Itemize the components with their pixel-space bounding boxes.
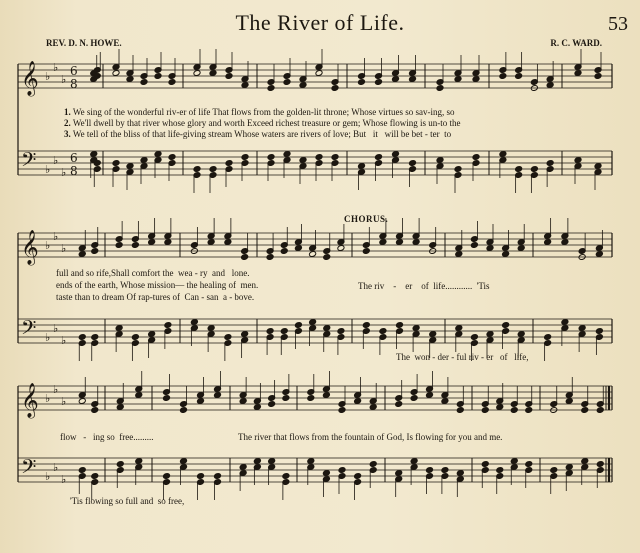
note-head — [116, 404, 124, 411]
note-head — [337, 328, 345, 335]
note-head — [140, 79, 148, 86]
verse-number: 1. — [64, 107, 71, 117]
flat-icon: ♭ — [45, 470, 51, 483]
note-head — [565, 398, 573, 405]
note-head — [154, 73, 162, 80]
note-head — [239, 398, 247, 405]
flat-icon: ♭ — [53, 322, 59, 335]
note-head — [441, 467, 449, 474]
note-head — [180, 407, 188, 414]
note-head — [180, 458, 188, 465]
flat-icon: ♭ — [61, 395, 67, 408]
note-head — [426, 467, 434, 474]
note-head — [454, 166, 462, 173]
note-head — [239, 464, 247, 471]
note-head — [472, 76, 480, 83]
bass-clef-icon: 𝄢 — [21, 455, 37, 483]
note-head — [379, 239, 387, 246]
flat-icon: ♭ — [45, 239, 51, 252]
note-head — [253, 458, 261, 465]
note-head — [496, 404, 504, 411]
note-head — [410, 395, 418, 402]
note-head — [362, 322, 370, 329]
note-head — [481, 461, 489, 468]
note-head — [358, 163, 366, 170]
note-head — [168, 79, 176, 86]
note-head — [266, 328, 274, 335]
note-head — [395, 401, 403, 408]
note-head — [164, 239, 172, 246]
treble-clef-icon: 𝄞 — [21, 61, 39, 96]
note-head — [392, 76, 400, 83]
treble-clef-icon: 𝄞 — [21, 383, 39, 418]
flat-icon: ♭ — [53, 230, 59, 243]
note-head — [574, 157, 582, 164]
note-head — [358, 79, 366, 86]
time-signature: 8 — [70, 164, 78, 178]
note-head — [546, 82, 554, 89]
note-head — [193, 166, 201, 173]
hymn-title: The River of Life. — [235, 10, 405, 35]
note-head — [280, 328, 288, 335]
note-head — [409, 76, 417, 83]
note-head — [515, 73, 523, 80]
note-head — [581, 458, 589, 465]
note-head — [396, 322, 404, 329]
note-head — [354, 398, 362, 405]
note-head — [546, 160, 554, 167]
note-head — [78, 398, 86, 405]
note-head — [454, 76, 462, 83]
note-head — [307, 395, 315, 402]
note-head — [323, 254, 331, 261]
note-head — [225, 73, 233, 80]
note-head — [412, 325, 420, 332]
note-head — [131, 242, 139, 249]
note-head — [294, 245, 302, 252]
note-head — [544, 239, 552, 246]
flat-icon: ♭ — [61, 166, 67, 179]
note-head — [337, 245, 345, 252]
note-head — [594, 163, 602, 170]
note-head — [241, 254, 249, 261]
note-head — [595, 251, 603, 258]
note-head — [510, 458, 518, 465]
note-head — [148, 239, 156, 246]
page-number: 53 — [608, 13, 628, 35]
note-head — [426, 392, 434, 399]
note-head — [78, 251, 86, 258]
note-head — [267, 154, 275, 161]
note-head — [126, 163, 134, 170]
note-head — [594, 73, 602, 80]
note-head — [410, 458, 418, 465]
chorus-lyric-bass: The won - der - ful riv - er of life, — [396, 352, 529, 362]
note-head — [135, 392, 143, 399]
note-head — [209, 166, 217, 173]
note-head — [112, 70, 120, 77]
note-head — [375, 79, 383, 86]
note-head — [525, 461, 533, 468]
note-head — [309, 251, 317, 258]
note-head — [299, 157, 307, 164]
flat-icon: ♭ — [61, 334, 67, 347]
note-head — [307, 458, 315, 465]
note-head — [544, 334, 552, 341]
note-head — [499, 73, 507, 80]
note-head — [168, 154, 176, 161]
note-head — [481, 407, 489, 414]
note-head — [299, 82, 307, 89]
note-head — [379, 328, 387, 335]
composer-credit: R. C. WARD. — [550, 38, 602, 48]
note-head — [193, 70, 201, 77]
note-head — [323, 325, 331, 332]
note-head — [455, 251, 463, 258]
note-head — [78, 334, 86, 341]
note-head — [241, 82, 249, 89]
chorus-label: CHORUS. — [344, 214, 389, 224]
note-head — [392, 151, 400, 158]
note-head — [91, 407, 99, 414]
verse-cont-1: full and so rife,Shall comfort the wea - ry and lone. — [56, 268, 250, 278]
note-head — [90, 151, 98, 158]
note-head — [499, 151, 507, 158]
note-head — [596, 407, 604, 414]
flat-icon: ♭ — [53, 61, 59, 74]
note-head — [224, 239, 232, 246]
note-head — [241, 154, 249, 161]
bass-clef-icon: 𝄢 — [21, 316, 37, 344]
note-head — [441, 398, 449, 405]
time-signature: 6 — [70, 151, 78, 165]
note-head — [315, 70, 323, 77]
note-head — [496, 467, 504, 474]
note-head — [338, 467, 346, 474]
note-head — [309, 319, 317, 326]
note-head — [486, 245, 494, 252]
note-head — [214, 473, 222, 480]
note-head — [154, 151, 162, 158]
note-head — [331, 154, 339, 161]
note-head — [429, 331, 437, 338]
note-head — [517, 245, 525, 252]
flat-icon: ♭ — [45, 70, 51, 83]
note-head — [412, 239, 420, 246]
note-head — [470, 242, 478, 249]
note-head — [561, 319, 569, 326]
note-head — [112, 160, 120, 167]
note-head — [396, 239, 404, 246]
flat-icon: ♭ — [61, 473, 67, 486]
chorus-lyric-bass-2: 'Tis flowing so full and so free, — [70, 496, 185, 506]
note-head — [163, 473, 171, 480]
note-head — [294, 322, 302, 329]
note-head — [375, 154, 383, 161]
time-signature: 6 — [70, 64, 78, 78]
note-head — [207, 325, 215, 332]
note-head — [268, 458, 276, 465]
note-head — [436, 85, 444, 92]
flat-icon: ♭ — [45, 392, 51, 405]
verse-text: We tell of the bliss of that life-giving stream Whose waters are rivers of love; But it will be bet - ter to — [72, 129, 452, 139]
note-head — [338, 407, 346, 414]
note-head — [595, 328, 603, 335]
note-head — [224, 334, 232, 341]
time-signature: 8 — [70, 77, 78, 91]
note-head — [472, 154, 480, 161]
note-head — [456, 407, 464, 414]
note-head — [209, 70, 217, 77]
note-head — [207, 239, 215, 246]
note-head — [91, 248, 99, 255]
note-head — [91, 473, 99, 480]
note-head — [369, 404, 377, 411]
note-head — [574, 70, 582, 77]
note-head — [502, 322, 510, 329]
note-head — [197, 398, 205, 405]
note-head — [409, 160, 417, 167]
note-head — [283, 151, 291, 158]
flat-icon: ♭ — [45, 163, 51, 176]
chorus-lyric-river: The river that flows from the fountain of God, Is flowing for you and me. — [238, 432, 503, 442]
note-head — [115, 325, 123, 332]
note-head — [470, 334, 478, 341]
verse-text: We sing of the wonderful riv-er of life That flows from the golden-lit throne; Whose virtues so sav-ing, so — [72, 107, 455, 117]
bass-clef-icon: 𝄢 — [21, 148, 37, 176]
note-head — [267, 85, 275, 92]
note-head — [510, 407, 518, 414]
note-head — [148, 331, 156, 338]
note-head — [502, 251, 510, 258]
note-head — [486, 331, 494, 338]
note-head — [164, 322, 172, 329]
note-head — [140, 157, 148, 164]
note-head — [253, 404, 261, 411]
flat-icon: ♭ — [45, 331, 51, 344]
note-head — [91, 334, 99, 341]
note-head — [315, 154, 323, 161]
verse-number: 2. — [64, 118, 71, 128]
note-head — [268, 401, 276, 408]
note-head — [241, 331, 249, 338]
note-head — [283, 79, 291, 86]
chorus-lyric-flowing: flow - ing so free......... — [60, 432, 154, 442]
note-head — [517, 331, 525, 338]
note-head — [455, 325, 463, 332]
note-head — [280, 248, 288, 255]
note-head — [369, 461, 377, 468]
note-head — [436, 157, 444, 164]
note-head — [561, 239, 569, 246]
note-head — [530, 166, 538, 173]
note-head — [515, 166, 523, 173]
note-head — [78, 467, 86, 474]
note-head — [578, 325, 586, 332]
flat-icon: ♭ — [53, 154, 59, 167]
note-head — [225, 160, 233, 167]
note-head — [565, 464, 573, 471]
note-head — [197, 473, 205, 480]
note-head — [395, 470, 403, 477]
note-head — [282, 473, 290, 480]
verse-number: 3. — [64, 129, 71, 139]
note-head — [550, 467, 558, 474]
lyricist-credit: REV. D. N. HOWE. — [46, 38, 122, 48]
flat-icon: ♭ — [53, 461, 59, 474]
note-head — [456, 470, 464, 477]
note-head — [131, 334, 139, 341]
note-head — [596, 461, 604, 468]
treble-clef-icon: 𝄞 — [21, 230, 39, 265]
flat-icon: ♭ — [61, 73, 67, 86]
verse-cont-2: ends of the earth, Whose mission— the healing of men. — [56, 280, 259, 290]
flat-icon: ♭ — [53, 383, 59, 396]
verse-text: We'll dwell by that river whose glory and worth Exceed richest treasure or gem; Whose flowing is un-to the — [72, 118, 461, 128]
note-head — [116, 461, 124, 468]
note-head — [266, 254, 274, 261]
note-head — [115, 242, 123, 249]
note-head — [525, 407, 533, 414]
note-head — [214, 392, 222, 399]
note-head — [322, 392, 330, 399]
note-head — [282, 395, 290, 402]
note-head — [163, 395, 171, 402]
chorus-lyric-top: The riv - er of life............ 'Tis — [358, 281, 490, 291]
flat-icon: ♭ — [61, 242, 67, 255]
note-head — [135, 458, 143, 465]
verse-cont-3: taste than to dream Of rap-tures of Can - san a - bove. — [56, 292, 255, 302]
note-head — [354, 473, 362, 480]
note-head — [362, 248, 370, 255]
note-head — [331, 85, 339, 92]
note-head — [581, 407, 589, 414]
note-head — [190, 319, 198, 326]
note-head — [322, 470, 330, 477]
note-head — [126, 76, 134, 83]
